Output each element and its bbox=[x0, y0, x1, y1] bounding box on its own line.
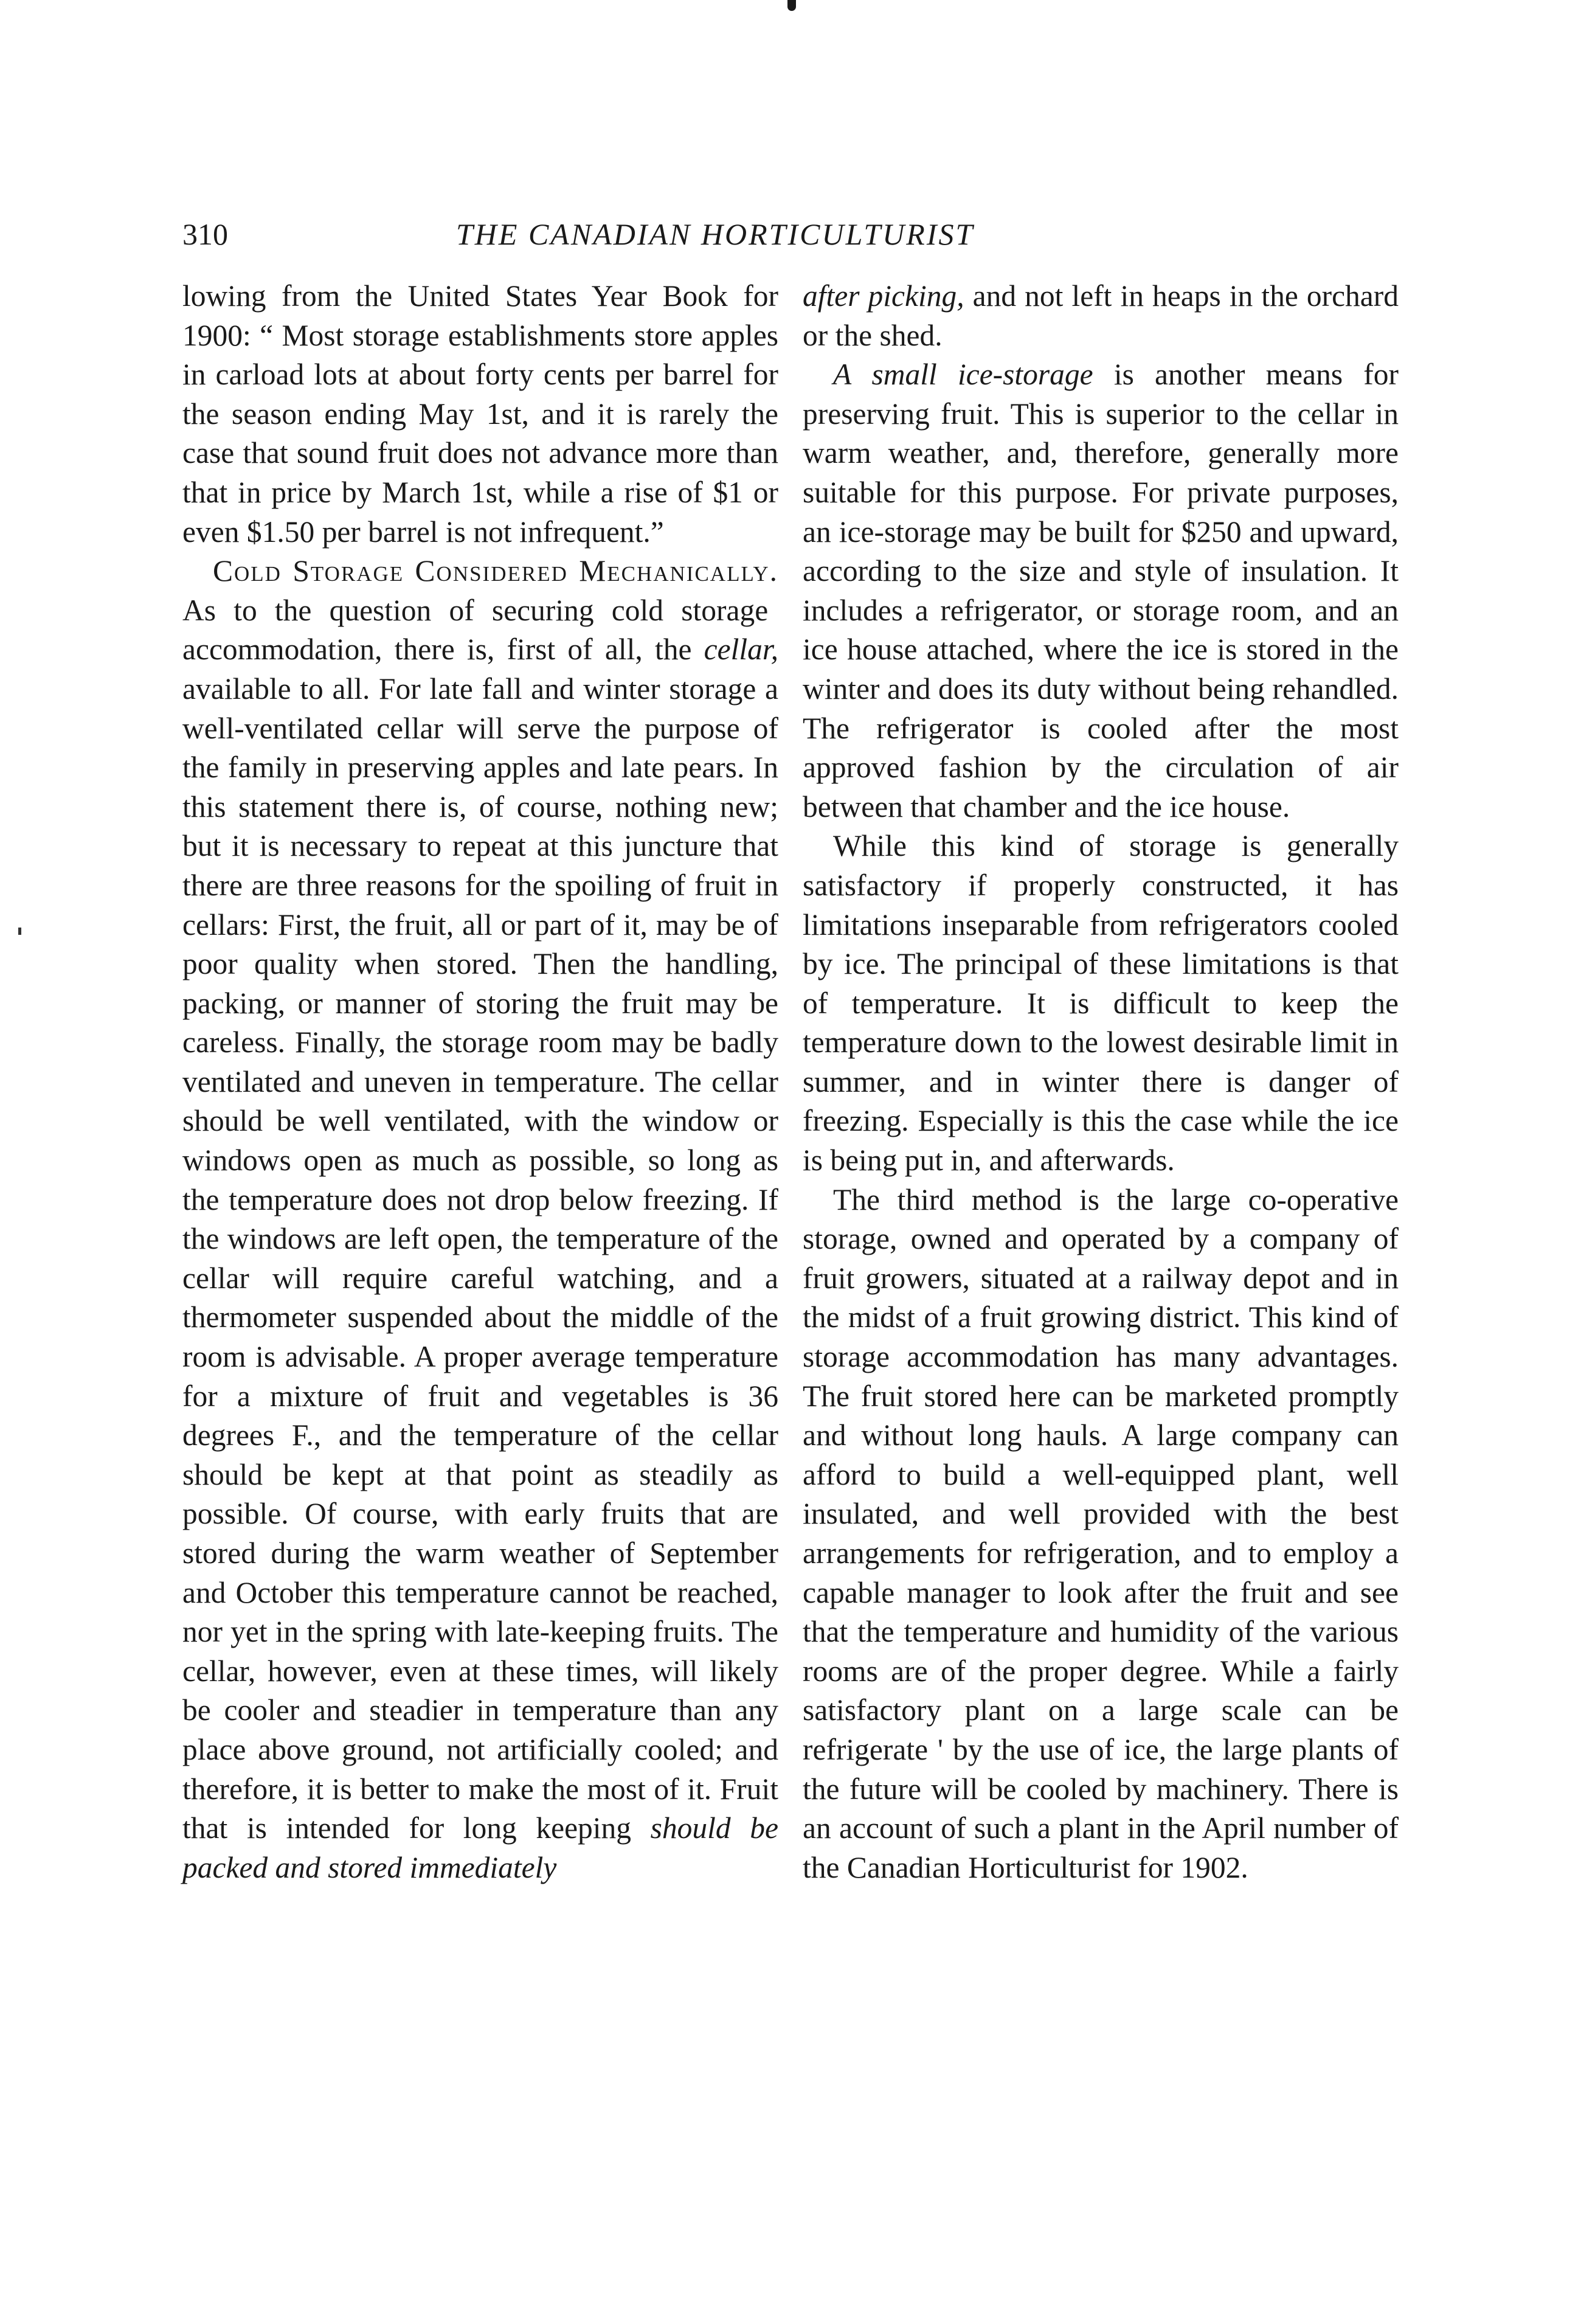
right-column bbox=[803, 277, 1399, 1887]
paragraph-text: is another means for preserving fruit. This is superior to the cellar in warm weather, and, therefore, generally more suitable for this purpose. For private purposes, an ice-storage may be built for $250 and upward, according to the size and style of insulation. It includes a refrigerator, or storage room, and an ice house attached, where the ice is stored in the winter and does its duty without being rehandled. The refrigerator is cooled after the most approved fashion by the circulation of air between that chamber and the ice house. bbox=[803, 358, 1399, 824]
left-column bbox=[182, 277, 778, 1887]
italic-phrase: after picking, bbox=[803, 279, 964, 313]
italic-term-ice-storage: A small ice-storage bbox=[833, 358, 1093, 392]
paragraph-ice-storage bbox=[803, 355, 1399, 827]
running-head bbox=[182, 213, 1459, 255]
page-number: 310 bbox=[182, 217, 228, 251]
paragraph-cold-storage bbox=[182, 552, 778, 1887]
italic-phrase: should be packed and stored immediately bbox=[182, 1811, 778, 1884]
paragraph-limitations: While this kind of storage is generally satisfactory if properly constructed, it has limitations inseparable from refrigerators cooled by ice. The principal of these limitations is that of temperature. It is difficult to keep the temperature down to the lowest desirable limit in summer, and in winter there is danger of freezing. Especially is this the case while the ice is being put in, and afterwards. bbox=[803, 829, 1399, 1178]
paragraph-text: As to the question of securing cold storage accommodation, there is, first of all, the bbox=[182, 593, 769, 667]
paragraph-cooperative-storage: The third method is the large co-operative storage, owned and operated by a company of fruit growers, situated at a railway depot and in the midst of a fruit growing district. This kind of storage accommodation has many advantages. The fruit stored here can be marketed promptly and without long hauls. A large company can afford to build a well-equipped plant, well insulated, and well provided with the best arrangements for refrigeration, and to employ a capable manager to look after the fruit and see that the temperature and humidity of the various rooms are of the proper degree. While a fairly satisfactory plant on a large scale can be refrigerate ' by the use of ice, the large plants of the future will be cooled by machinery. There is an account of such a plant in the April number of the Canadian Horticulturist for 1902. bbox=[803, 1182, 1399, 1884]
paragraph-text: and not left in heaps in the orchard or the shed. bbox=[803, 279, 1399, 352]
stray-ink-mark bbox=[787, 0, 796, 11]
section-heading: Cold Storage Considered Mechanically. bbox=[213, 554, 778, 588]
margin-ink-mark bbox=[18, 928, 21, 935]
italic-term-cellar: cellar, bbox=[704, 633, 778, 667]
paragraph-text: available to all. For late fall and winter storage a well-ventilated cellar will serve the purpose of the family in preserving apples and late pears. In this statement there is, of course, nothing new; but it is necessary to repeat at this juncture that there are three reasons for the spoiling of fruit in cellars: First, the fruit, all or part of it, may be of poor quality when stored. Then the handling, packing, or manner of storing the fruit may be careless. Finally, the storage room may be badly ventilated and uneven in temperature. The cellar should be well ventilated, with the window or windows open as much as possible, so long as the temperature does not drop below freezing. If the windows are left open, the temperature of the cellar will require careful watching, and a thermometer suspended about the middle of the room is advisable. A proper average temperature for a mixture of fruit and vegetables is 36 degrees F., and the temperature of the cellar should be kept at that point as steadily as possible. Of course, with early fruits that are stored during the warm weather of September and October this temperature cannot be reached, nor yet in the spring with late-keeping fruits. The cellar, however, even at these times, will likely be cooler and steadier in temperature than any place above ground, not artificially cooled; and therefore, it is better to make the most of it. Fruit that is intended for long keeping bbox=[182, 671, 778, 1845]
journal-title: THE CANADIAN HORTICULTURIST bbox=[456, 217, 975, 251]
paragraph-continued-quote: lowing from the United States Year Book for 1900: “ Most storage establishments store apples in carload lots at about forty cents per barrel for the season ending May 1st, and it is rarely the case that sound fruit does not advance more than that in price by March 1st, while a rise of $1 or even $1.50 per barrel is not infrequent.” bbox=[182, 279, 778, 549]
paragraph-after-picking bbox=[803, 277, 1399, 355]
